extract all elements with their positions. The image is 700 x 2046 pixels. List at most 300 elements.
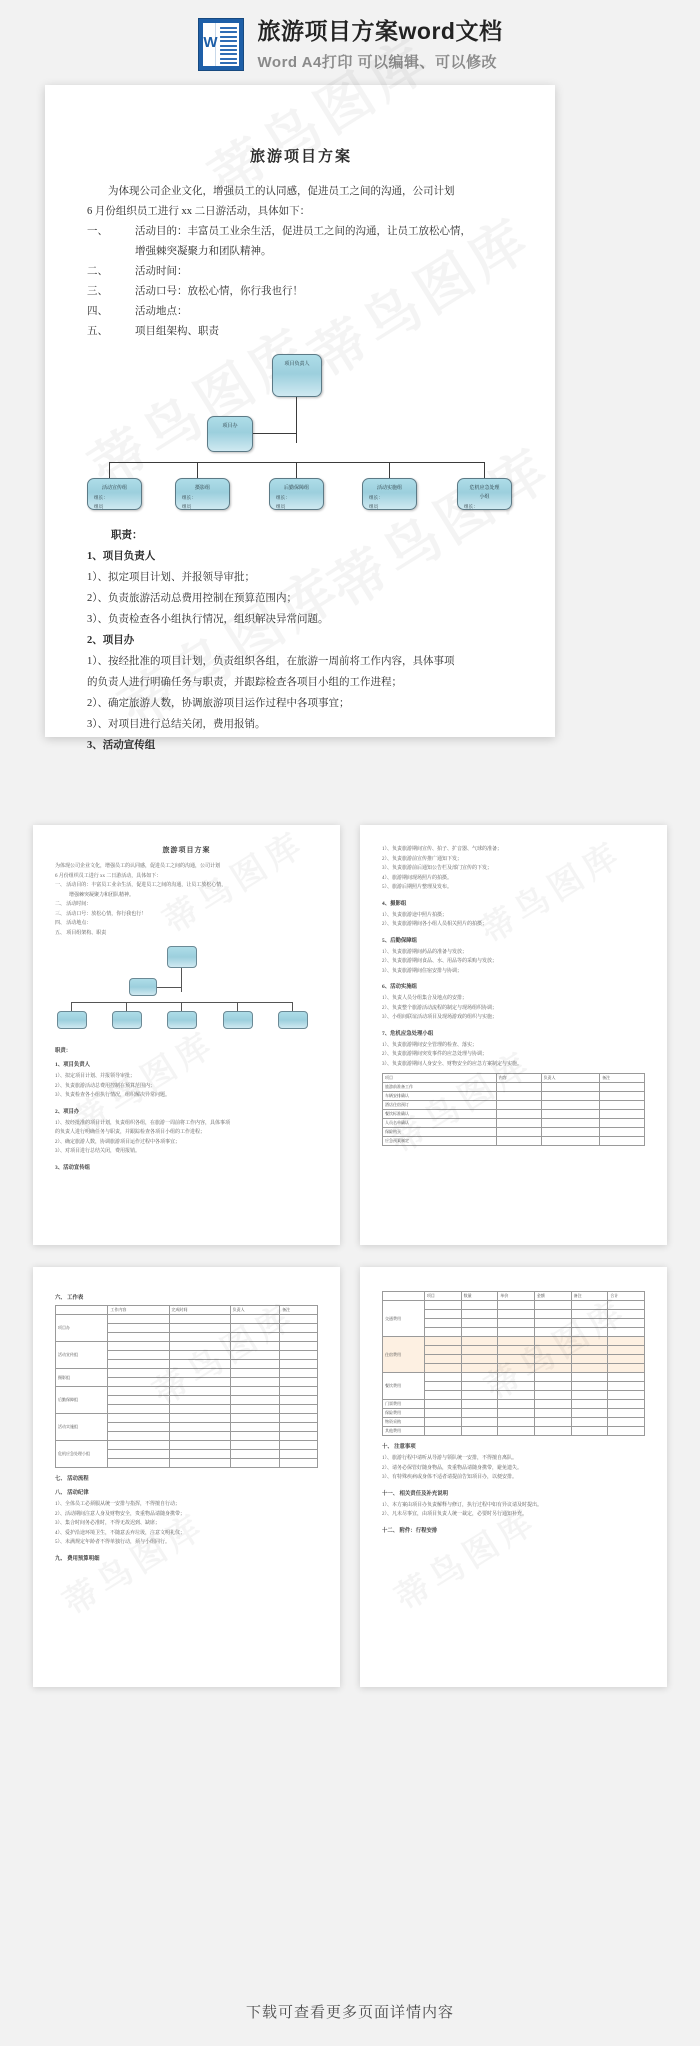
table-cell (600, 1110, 645, 1119)
table-cell (608, 1337, 645, 1346)
thumbnail-heading: 七、 活动流程 (55, 1476, 89, 1482)
table-cell (169, 1423, 230, 1432)
table-cell: 旅游前准备工作 (383, 1083, 497, 1092)
org-link-drop (292, 1002, 293, 1011)
table-group-cell: 后勤保障组 (56, 1387, 108, 1414)
org-node-leaf (87, 478, 142, 510)
thumbnail-line: 3）、负责旅游前后通知公告栏及部门宣传的下发； (382, 866, 493, 871)
thumbnail-line: 2、项目办 (55, 1108, 80, 1115)
table-cell (534, 1400, 571, 1409)
thumbnail-line: 1）、负责旅游期间宣传、拍子、扩音器、气球的准备； (382, 847, 503, 852)
thumbnail-line: 1、项目负责人 (55, 1062, 91, 1068)
thumbnail-heading: 十一、 相关责任及补充说明 (382, 1490, 449, 1497)
org-node-leaf (175, 478, 230, 510)
table-header-cell: 合计 (608, 1292, 645, 1301)
org-node-leaf (362, 478, 417, 510)
table-cell (280, 1441, 318, 1450)
word-logo-lines (220, 27, 237, 62)
thumbnail-line: 4）、旅游期间现场照片的拍摄。 (382, 875, 453, 881)
table-row (383, 1427, 645, 1436)
list-item-number: 二、 (87, 266, 108, 277)
org-link-drop (126, 1002, 127, 1011)
table-row (56, 1315, 318, 1324)
table-cell (534, 1328, 571, 1337)
table-cell (571, 1364, 608, 1373)
table-cell (230, 1378, 279, 1387)
table-cell (496, 1092, 541, 1101)
table-header-cell: 数量 (461, 1292, 498, 1301)
list-item-text: 活动地点： (135, 306, 188, 317)
table-cell (541, 1101, 600, 1110)
duty-line: 2）、确定旅游人数，协调旅游项目运作过程中各项事宜； (87, 698, 350, 709)
duty-line: 3）、对项目进行总结关闭，费用报销。 (87, 719, 266, 730)
list-item-text: 项目组架构、职责 (135, 326, 219, 337)
table-cell (169, 1387, 230, 1396)
table-cell: 车辆安排确认 (383, 1092, 497, 1101)
org-node-leaf (167, 1011, 197, 1029)
table-cell (600, 1092, 645, 1101)
table-row (383, 1337, 645, 1346)
table-cell (169, 1360, 230, 1369)
thumbnail-line: 2）、请务必保管好随身物品，贵重物品请随身携带，避免遗失。 (382, 1465, 523, 1471)
table-cell (498, 1328, 535, 1337)
table-cell (280, 1405, 318, 1414)
list-item (87, 262, 515, 282)
table-cell (230, 1405, 279, 1414)
org-node-members: 组员 (94, 504, 104, 509)
thumbnail-line: 5）、未满规定年龄者不得单独行动，须与小组同行。 (55, 1540, 171, 1545)
table-cell (541, 1083, 600, 1092)
table-cell (571, 1409, 608, 1418)
org-node-office (129, 978, 157, 996)
word-logo-letter: W (203, 34, 218, 51)
table-header-row (383, 1292, 645, 1301)
org-node-title: 活动宣传组 (101, 485, 127, 491)
table-group-cell: 活动实施组 (56, 1414, 108, 1441)
thumbnail-line: 1）、拟定项目计划、并报领导审批； (55, 1074, 136, 1079)
table-cell (230, 1369, 279, 1378)
table-cell (496, 1128, 541, 1137)
thumbnail-line: 2）、负责旅游期间各小组人员相关照片的拍摄； (382, 922, 488, 927)
thumbnail-line: 2）、负责旅游前宣传推广通知下发； (382, 856, 463, 862)
table-cell (608, 1382, 645, 1391)
table-cell (280, 1414, 318, 1423)
org-node-leaf (457, 478, 512, 510)
table-cell (571, 1373, 608, 1382)
org-link-horizontal (253, 433, 297, 434)
table-cell (608, 1364, 645, 1373)
table-cell (608, 1409, 645, 1418)
table-cell (571, 1328, 608, 1337)
table-cell (608, 1328, 645, 1337)
org-node-members: 组员 (276, 504, 286, 509)
list-item-number: 三、 (87, 286, 108, 297)
thumbnail-line: 一、 活动目的：丰富员工业余生活，促进员工之间的沟通，让员工放松心情， (55, 883, 227, 888)
thumbnail-line: 1）、负责旅游途中照片拍摄； (382, 912, 448, 918)
thumbnail-line: 职责： (55, 1048, 72, 1054)
org-node-members: 组员 (369, 504, 379, 509)
table-cell (169, 1351, 230, 1360)
table-cell (108, 1369, 169, 1378)
table-group-cell: 保险费用 (383, 1409, 425, 1418)
org-node-title: 摄影组 (194, 485, 210, 491)
table-cell (424, 1373, 461, 1382)
table-cell (108, 1324, 169, 1333)
org-link-vertical (181, 968, 182, 992)
org-node-leaf (112, 1011, 142, 1029)
table-cell (534, 1409, 571, 1418)
table-cell (541, 1110, 600, 1119)
thumbnail-line: 1）、负责旅游期间安全管理的检查、落实； (382, 1042, 478, 1048)
page-2-thumbnail[interactable] (360, 825, 667, 1245)
thumbnail-line: 6 月份组织员工进行 xx 二日游活动，具体如下： (55, 873, 162, 879)
table-cell (608, 1400, 645, 1409)
table-cell (108, 1441, 169, 1450)
table-cell (498, 1355, 535, 1364)
table-group-cell: 门票费用 (383, 1400, 425, 1409)
table-row (383, 1137, 645, 1146)
table-cell (541, 1137, 600, 1146)
table-cell (534, 1364, 571, 1373)
table-cell (169, 1459, 230, 1468)
table-cell (280, 1459, 318, 1468)
table-header-cell: 单价 (498, 1292, 535, 1301)
thumbnail-line: 二、 活动时间： (55, 902, 92, 907)
table-cell (230, 1396, 279, 1405)
table-cell: 保险购买 (383, 1128, 497, 1137)
org-link-drop (109, 462, 110, 478)
table-cell (571, 1427, 608, 1436)
table-group-cell: 餐饮费用 (383, 1373, 425, 1400)
table-cell (461, 1391, 498, 1400)
thumbnail-heading: 六、 工作表 (55, 1295, 84, 1301)
table-cell (461, 1427, 498, 1436)
table-cell (608, 1319, 645, 1328)
table-cell (498, 1364, 535, 1373)
table-cell (461, 1409, 498, 1418)
thumbnail-heading: 九、 费用预算明细 (55, 1555, 100, 1562)
org-node-title: 危机应急处理 (469, 485, 500, 491)
thumbnail-heading: 八、 活动纪律 (55, 1490, 89, 1496)
table-row (56, 1342, 318, 1351)
table-group-cell: 物资采购 (383, 1418, 425, 1427)
table-cell (608, 1418, 645, 1427)
table-cell (461, 1418, 498, 1427)
table-cell (169, 1450, 230, 1459)
thumbnail-line: 1）、负责旅游期间药品的准备与发放； (382, 949, 468, 955)
list-item-text: 活动口号：放松心情，你行我也行！ (135, 286, 303, 297)
org-node-leaf (278, 1011, 308, 1029)
table-header-cell: 项目 (383, 1074, 497, 1083)
thumbnail-line: 1）、旅游行程中请听从导游与领队统一安排，不得擅自离队。 (382, 1456, 518, 1461)
org-node-leader: 组长： (276, 495, 290, 500)
thumbnail-title: 旅游项目方案 (162, 846, 211, 854)
document-title: 旅游项目方案 (249, 149, 352, 165)
table-cell (461, 1373, 498, 1382)
table-row (383, 1301, 645, 1310)
table-row (383, 1119, 645, 1128)
table-cell (571, 1346, 608, 1355)
table-cell (600, 1083, 645, 1092)
table-cell (498, 1319, 535, 1328)
table-header-cell: 工作内容 (108, 1306, 169, 1315)
budget-table (382, 1291, 645, 1436)
thumbnail-line: 3）、负责检查各小组执行情况，组织解决异常问题。 (55, 1093, 171, 1098)
table-cell (230, 1441, 279, 1450)
thumbnail-line: 2）、活动期间注意人身及财物安全，贵重物品请随身携带； (55, 1511, 186, 1517)
table-cell (461, 1310, 498, 1319)
thumbnail-line: 3）、对项目进行总结关闭，费用报销。 (55, 1149, 141, 1154)
table-cell (424, 1310, 461, 1319)
thumbnail-table (382, 1073, 645, 1146)
thumbnail-line: 2）、负责旅游活动总费用控制在预算范围内； (55, 1083, 156, 1089)
org-link-drop (197, 462, 198, 478)
table-cell (230, 1315, 279, 1324)
table-cell (498, 1391, 535, 1400)
page-1-thumbnail[interactable] (33, 825, 340, 1245)
table-cell (424, 1355, 461, 1364)
table-cell (280, 1324, 318, 1333)
table-cell: 餐饮标准确认 (383, 1110, 497, 1119)
table-group-cell: 危机应急处理小组 (56, 1441, 108, 1468)
thumbnail-line: 3）、有特殊疾病或身体不适者请提前告知项目办，以便安排。 (382, 1475, 518, 1480)
table-cell (230, 1387, 279, 1396)
table-cell (280, 1387, 318, 1396)
thumbnail-line: 5、后勤保障组 (382, 937, 418, 944)
table-row (383, 1373, 645, 1382)
org-node-leaf (269, 478, 324, 510)
page-header (0, 0, 700, 85)
page-3-thumbnail[interactable] (33, 1267, 340, 1687)
table-cell (534, 1373, 571, 1382)
thumbnail-heading: 十、 注意事项 (382, 1444, 416, 1450)
header-text-block (258, 17, 503, 73)
thumbnail-line: 2）、负责整个旅游活动流程的制定与现场组织协调； (382, 1005, 498, 1011)
table-cell (496, 1101, 541, 1110)
table-cell (608, 1391, 645, 1400)
table-cell (534, 1319, 571, 1328)
table-cell (169, 1396, 230, 1405)
table-cell (541, 1119, 600, 1128)
thumbnail-line: 的负责人进行明确任务与职责，并跟踪检查各项目小组的工作进程； (55, 1130, 206, 1135)
table-row (383, 1083, 645, 1092)
org-node-subtitle: 小组 (479, 494, 490, 500)
thumbnail-line: 2）、负责旅游期间食品、水、用品等的采购与发放； (382, 959, 498, 964)
table-header-cell: 备注 (571, 1292, 608, 1301)
document-page-1-preview[interactable] (45, 85, 555, 751)
table-row (383, 1400, 645, 1409)
thumbnail-line: 为体现公司企业文化，增强员工的认同感，促进员工之间的沟通，公司计划 (55, 864, 221, 869)
table-cell (280, 1369, 318, 1378)
org-node-leader: 组长： (94, 495, 108, 500)
table-cell: 酒店住宿预订 (383, 1101, 497, 1110)
thumbnail-line: 5）、旅游后期照片整理及发布。 (382, 885, 453, 890)
table-cell (108, 1405, 169, 1414)
intro-paragraph-line-2: 6 月份组织员工进行 xx 二日游活动，具体如下： (87, 206, 311, 217)
table-cell (108, 1396, 169, 1405)
duty-line: 2）、负责旅游活动总费用控制在预算范围内； (87, 593, 297, 604)
table-header-cell: 金额 (534, 1292, 571, 1301)
table-cell (608, 1373, 645, 1382)
table-cell (424, 1319, 461, 1328)
table-cell (424, 1418, 461, 1427)
table-header-cell (56, 1306, 108, 1315)
table-cell (541, 1092, 600, 1101)
table-cell (534, 1301, 571, 1310)
table-cell (571, 1391, 608, 1400)
table-cell (424, 1337, 461, 1346)
org-link-drop (237, 1002, 238, 1011)
table-cell (280, 1378, 318, 1387)
word-document-icon (198, 18, 244, 71)
list-item-continuation: 增强棘突凝聚力和团队精神。 (135, 246, 272, 257)
table-cell (600, 1119, 645, 1128)
org-node-members: 组员 (182, 504, 192, 509)
table-header-cell (383, 1292, 425, 1301)
table-cell (169, 1414, 230, 1423)
table-header-row (56, 1306, 318, 1315)
table-cell (230, 1432, 279, 1441)
org-link-drop (71, 1002, 72, 1011)
thumbnail-line: 2）、负责旅游期间突发事件的应急处理与协调； (382, 1052, 488, 1057)
org-link-vertical (296, 397, 297, 443)
thumbnail-line: 1）、按经批准的项目计划，负责组织各组，在旅游一周前将工作内容，具体事项 (55, 1120, 231, 1126)
table-cell (108, 1387, 169, 1396)
thumbnail-line: 五、 项目组架构、职责 (55, 930, 107, 936)
table-cell (571, 1400, 608, 1409)
thumbnail-line: 1）、负责人员分组集合及地点的安排； (382, 996, 468, 1001)
table-group-cell: 住宿费用 (383, 1337, 425, 1373)
list-item (87, 222, 515, 242)
table-cell (498, 1346, 535, 1355)
thumbnail-line: 2）、确定旅游人数，协调旅游项目运作过程中各项事宜； (55, 1139, 181, 1145)
table-cell (424, 1400, 461, 1409)
table-cell (534, 1346, 571, 1355)
table-cell (424, 1391, 461, 1400)
table-row (383, 1110, 645, 1119)
table-cell (498, 1310, 535, 1319)
table-cell (230, 1450, 279, 1459)
table-cell (571, 1301, 608, 1310)
table-cell (608, 1301, 645, 1310)
table-cell (280, 1360, 318, 1369)
table-cell (424, 1346, 461, 1355)
table-cell (280, 1450, 318, 1459)
org-node-title: 项目办 (222, 423, 238, 429)
table-group-cell: 活动宣传组 (56, 1342, 108, 1369)
org-node-root (167, 946, 197, 968)
duties-heading: 职责： (111, 530, 143, 541)
table-group-cell: 项目办 (56, 1315, 108, 1342)
table-cell (498, 1427, 535, 1436)
table-cell (108, 1432, 169, 1441)
table-row (383, 1092, 645, 1101)
table-row (56, 1441, 318, 1450)
table-cell (571, 1355, 608, 1364)
table-cell (169, 1315, 230, 1324)
table-header-cell: 负责人 (541, 1074, 600, 1083)
table-row (383, 1128, 645, 1137)
table-cell (108, 1342, 169, 1351)
table-cell (169, 1342, 230, 1351)
thumbnail-line: 3）、负责旅游期间住宿安排与协调； (382, 968, 463, 974)
table-cell (608, 1310, 645, 1319)
thumbnail-heading: 十二、 附件：行程安排 (382, 1527, 438, 1534)
thumbnail-line: 三、 活动口号：放松心情，你行我也行！ (55, 911, 147, 917)
table-cell (461, 1355, 498, 1364)
thumbnail-line: 4、摄影组 (382, 900, 407, 907)
org-node-title: 项目负责人 (284, 361, 310, 367)
org-link-bus (71, 1002, 293, 1003)
table-cell (496, 1137, 541, 1146)
list-item-number: 五、 (87, 326, 108, 337)
table-cell (608, 1427, 645, 1436)
table-cell (498, 1337, 535, 1346)
table-cell (571, 1382, 608, 1391)
org-node-title: 活动实施组 (376, 485, 402, 491)
org-node-leaf (223, 1011, 253, 1029)
table-row (56, 1387, 318, 1396)
table-cell (571, 1319, 608, 1328)
table-header-cell: 备注 (280, 1306, 318, 1315)
table-header-row (383, 1074, 645, 1083)
table-cell (108, 1450, 169, 1459)
table-cell (169, 1369, 230, 1378)
table-header-cell: 完成时间 (169, 1306, 230, 1315)
table-cell (424, 1427, 461, 1436)
hero-preview-area (0, 85, 700, 785)
thumbnail-line: 3、活动宣传组 (55, 1164, 91, 1171)
list-item (87, 302, 515, 322)
list-item (87, 322, 515, 342)
table-cell (169, 1333, 230, 1342)
table-cell (424, 1328, 461, 1337)
org-link-drop (484, 462, 485, 478)
page-4-thumbnail[interactable] (360, 1267, 667, 1687)
table-cell (230, 1351, 279, 1360)
table-cell (498, 1373, 535, 1382)
thumbnail-line: 3）、负责旅游期间人身安全、财物安全的应急方案制定与实施。 (382, 1061, 523, 1067)
list-item-number: 一、 (87, 226, 108, 237)
table-cell (608, 1346, 645, 1355)
table-cell (424, 1382, 461, 1391)
table-cell (461, 1364, 498, 1373)
table-cell (230, 1324, 279, 1333)
table-cell (461, 1382, 498, 1391)
table-cell (230, 1414, 279, 1423)
table-cell (498, 1400, 535, 1409)
table-cell (534, 1337, 571, 1346)
table-cell (280, 1396, 318, 1405)
table-cell (230, 1360, 279, 1369)
table-cell (108, 1315, 169, 1324)
table-cell (230, 1423, 279, 1432)
table-cell (108, 1351, 169, 1360)
org-link-drop (181, 1002, 182, 1011)
page-footer (0, 1976, 700, 2046)
table-cell (280, 1351, 318, 1360)
table-cell (541, 1128, 600, 1137)
org-node-leader: 组长： (369, 495, 383, 500)
table-cell (424, 1409, 461, 1418)
table-group-cell: 其他费用 (383, 1427, 425, 1436)
work-schedule-table (55, 1305, 318, 1468)
table-cell (461, 1337, 498, 1346)
org-node-office (207, 416, 253, 452)
table-cell (461, 1319, 498, 1328)
table-cell (230, 1342, 279, 1351)
table-header-cell: 负责人 (230, 1306, 279, 1315)
